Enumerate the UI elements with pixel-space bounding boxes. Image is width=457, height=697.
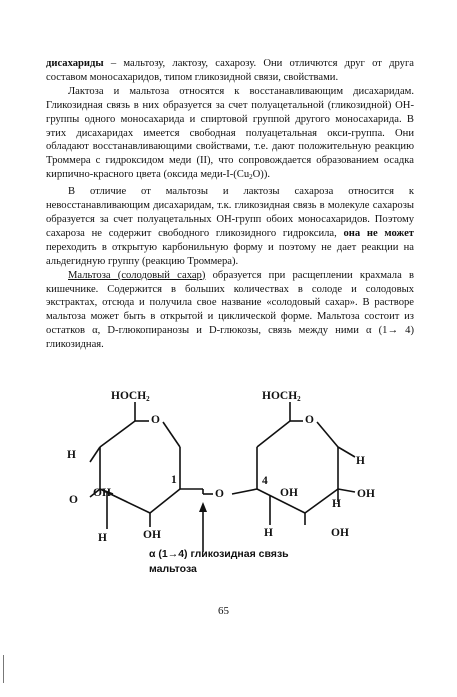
subscript-2: 2: [249, 173, 253, 182]
left-bottom-h-label: H: [98, 532, 107, 544]
bridge-bond: [232, 489, 257, 494]
right-inner-h-label: H: [332, 498, 341, 510]
right-ring-oxygen: O: [305, 414, 314, 426]
left-oh-label: OH: [93, 487, 111, 499]
term-maltose: Мальтоза (солодовый сахар): [68, 269, 206, 281]
paragraph-sucrose: [46, 185, 414, 268]
body-text: [46, 57, 414, 352]
left-h-bond: [90, 447, 100, 462]
left-bottom-oh-label: OH: [143, 529, 161, 541]
right-oh-bond: [338, 489, 355, 492]
paragraph-maltose-text: образуется при расщеплении крахмала в кишечнике. Содержится в больших количествах в солоде и солодовых экстрактах, отсюда и получила свое название «солодовый сахар». В растворе мальтоза может быть в открытой и циклической форме. Мальтоза состоит из остатков α, D-глюкопиранозы и D-глюкозы, связь между ними α (1→ 4) гликозидная.: [46, 269, 414, 351]
paragraph-sucrose-bold: она не может: [343, 227, 414, 239]
paragraph-maltose: [46, 269, 414, 352]
left-c1-label: 1: [171, 474, 177, 486]
right-ring-bond: [257, 421, 290, 447]
page-edge-mark: [3, 655, 4, 683]
glycosidic-bond-caption: α (1→4) гликозидная связь: [149, 548, 289, 560]
right-h-label: H: [356, 455, 365, 467]
right-c4-label: 4: [262, 475, 268, 487]
paragraph-reducing-text-1: Лактоза и мальтоза относятся к восстанавливающим дисахаридам. Гликозидная связь в них образуется за счет полуацетальной (гликозидной) ОН-группы одного моносахарида и спиртовой группой другого моносахарида. В этих дисахаридах имеется свободная полуацетальная окси-группа. Они обладают восстанавливающими свойствами, т.е. дают положительную реакцию Троммера с гидроксидом меди (II), что сопровождается образованием осадка кирпично-красного цвета (оксида меди-I-(Cu: [46, 85, 414, 181]
right-ring-bond: [317, 422, 338, 447]
paragraph-sucrose-text-2: переходить в открытую карбонильную форму и поэтому не дает реакции на альдегидную группу (реакцию Троммера).: [46, 241, 414, 267]
paragraph-sucrose-text-1: В отличие от мальтозы и лактозы сахароза относится к невосстанавливающим дисахаридам, т.к. гликозидная связь в молекуле сахарозы образуется за счет полуацетальных ОН-групп обоих моносахаридов. Поэтому сахароза не содержит свободного гликозидного гидроксила,: [46, 186, 414, 239]
paragraph-reducing: [46, 85, 414, 185]
right-bottom-oh-label: OH: [331, 527, 349, 539]
glycosidic-arrow-head: [199, 502, 207, 512]
left-ring-bond: [100, 421, 135, 447]
left-o-label: O: [69, 494, 78, 506]
maltose-caption: мальтоза: [149, 563, 197, 575]
left-ch2oh-label: $HOCH_2$: [111, 390, 150, 403]
page-number: 65: [218, 605, 229, 617]
bridge-oxygen-label: O: [215, 488, 224, 500]
paragraph-reducing-text-2: O)).: [252, 169, 271, 181]
paragraph-intro-text: – мальтозу, лактозу, сахарозу. Они отличются друг от друга составом моносахаридов, типом гликозидной связи, свойствами.: [46, 58, 414, 83]
right-oh-label: OH: [357, 488, 375, 500]
term-disaccharides: дисахариды: [46, 58, 104, 69]
left-ring-bond: [150, 489, 180, 513]
right-oh-inner-label: OH: [280, 487, 298, 499]
paragraph-intro: [46, 57, 414, 85]
left-ring-oxygen: O: [151, 414, 160, 426]
right-ch2oh-label: $HOCH_2$: [262, 390, 301, 403]
left-ring-bond: [163, 422, 180, 447]
maltose-structure-figure: [55, 362, 415, 582]
right-bottom-h-label: H: [264, 527, 273, 539]
left-h-label: H: [67, 449, 76, 461]
right-h-bond: [338, 447, 355, 457]
